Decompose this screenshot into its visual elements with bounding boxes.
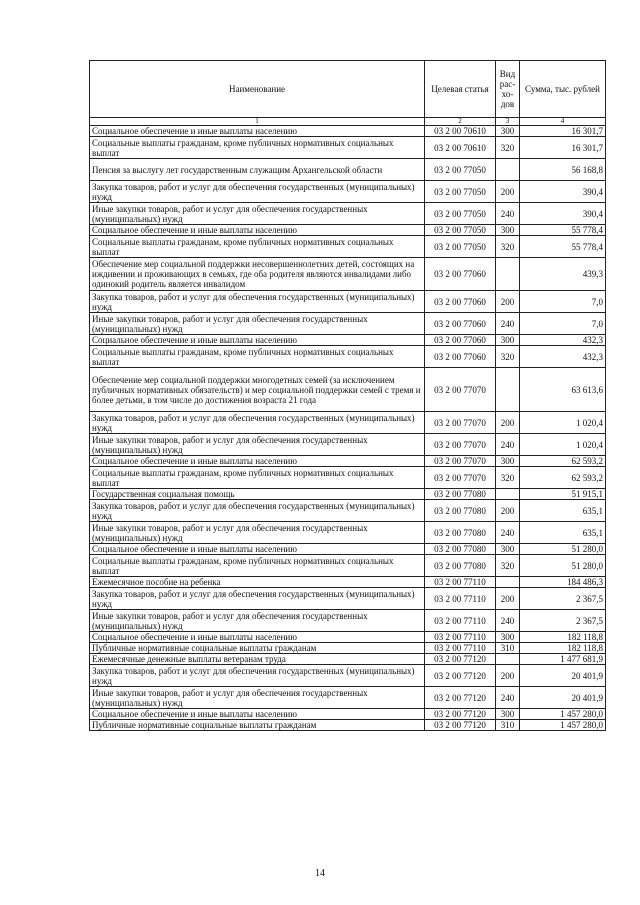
row-target-article: 03 2 00 77080 xyxy=(425,555,496,577)
row-target-article: 03 2 00 77120 xyxy=(425,654,496,665)
table-row xyxy=(90,203,606,225)
row-name: Иные закупки товаров, работ и услуг для обеспечения государственных (муниципальных) нужд xyxy=(90,610,425,632)
table-row xyxy=(90,236,606,258)
row-expense-type: 200 xyxy=(496,665,520,687)
row-name: Закупка товаров, работ и услуг для обеспечения государственных (муниципальных) нужд xyxy=(90,181,425,203)
table-row xyxy=(90,137,606,159)
row-expense-type: 300 xyxy=(496,456,520,467)
row-expense-type: 240 xyxy=(496,687,520,709)
row-sum: 16 301,7 xyxy=(520,137,606,159)
header-name: Наименование xyxy=(90,61,425,118)
row-sum: 1 477 681,9 xyxy=(520,654,606,665)
page-number: 14 xyxy=(315,868,325,879)
row-sum: 20 401,9 xyxy=(520,687,606,709)
row-expense-type: 310 xyxy=(496,720,520,731)
table-row xyxy=(90,632,606,643)
table-row xyxy=(90,588,606,610)
row-name: Закупка товаров, работ и услуг для обеспечения государственных (муниципальных) нужд xyxy=(90,665,425,687)
row-sum: 56 168,8 xyxy=(520,159,606,181)
row-sum: 62 593,2 xyxy=(520,467,606,489)
row-name: Социальное обеспечение и иные выплаты населению xyxy=(90,456,425,467)
table-row xyxy=(90,291,606,313)
row-name: Социальное обеспечение и иные выплаты населению xyxy=(90,544,425,555)
row-target-article: 03 2 00 77060 xyxy=(425,335,496,346)
row-sum: 390,4 xyxy=(520,203,606,225)
table-row xyxy=(90,181,606,203)
row-name: Иные закупки товаров, работ и услуг для обеспечения государственных (муниципальных) нужд xyxy=(90,687,425,709)
row-target-article: 03 2 00 77080 xyxy=(425,489,496,500)
row-sum: 7,0 xyxy=(520,313,606,335)
row-expense-type xyxy=(496,159,520,181)
row-name: Социальные выплаты гражданам, кроме публичных нормативных социальных выплат xyxy=(90,467,425,489)
row-name: Пенсия за выслугу лет государственным служащим Архангельской области xyxy=(90,159,425,181)
table-row xyxy=(90,489,606,500)
row-sum: 182 118,8 xyxy=(520,632,606,643)
row-sum: 62 593,2 xyxy=(520,456,606,467)
row-sum: 184 486,3 xyxy=(520,577,606,588)
row-sum: 390,4 xyxy=(520,181,606,203)
table-row xyxy=(90,313,606,335)
header-expense-type: Вид рас-хо-дов xyxy=(496,61,520,118)
row-name: Обеспечение мер социальной поддержки несовершеннолетних детей, состоящих на иждивении и проживающих в семьях, где оба родителя являются инвалидами либо одинокий родитель является инвалидом xyxy=(90,258,425,291)
row-name: Ежемесячное пособие на ребенка xyxy=(90,577,425,588)
row-target-article: 03 2 00 77110 xyxy=(425,588,496,610)
table-row xyxy=(90,500,606,522)
row-target-article: 03 2 00 77110 xyxy=(425,610,496,632)
row-target-article: 03 2 00 70610 xyxy=(425,137,496,159)
row-target-article: 03 2 00 77050 xyxy=(425,159,496,181)
row-target-article: 03 2 00 77070 xyxy=(425,467,496,489)
row-name: Социальное обеспечение и иные выплаты населению xyxy=(90,632,425,643)
row-expense-type: 320 xyxy=(496,137,520,159)
row-sum: 432,3 xyxy=(520,335,606,346)
row-target-article: 03 2 00 77120 xyxy=(425,665,496,687)
row-name: Обеспечение мер социальной поддержки многодетных семей (за исключением публичных нормативных обязательств) и мер социальной поддержки семей с тремя и более детьми, в том числе до достижения возраста 21 года xyxy=(90,368,425,412)
row-target-article: 03 2 00 77050 xyxy=(425,203,496,225)
row-sum: 1 457 280,0 xyxy=(520,709,606,720)
row-expense-type: 320 xyxy=(496,555,520,577)
row-name: Иные закупки товаров, работ и услуг для обеспечения государственных (муниципальных) нужд xyxy=(90,522,425,544)
row-target-article: 03 2 00 77060 xyxy=(425,291,496,313)
table-row xyxy=(90,225,606,236)
table-row xyxy=(90,412,606,434)
row-expense-type: 200 xyxy=(496,500,520,522)
row-expense-type: 240 xyxy=(496,610,520,632)
row-sum: 2 367,5 xyxy=(520,588,606,610)
row-target-article: 03 2 00 77110 xyxy=(425,632,496,643)
row-target-article: 03 2 00 77120 xyxy=(425,709,496,720)
row-expense-type: 200 xyxy=(496,412,520,434)
row-name: Социальные выплаты гражданам, кроме публичных нормативных социальных выплат xyxy=(90,346,425,368)
row-expense-type: 200 xyxy=(496,588,520,610)
row-target-article: 03 2 00 70610 xyxy=(425,126,496,137)
row-name: Социальные выплаты гражданам, кроме публичных нормативных социальных выплат xyxy=(90,555,425,577)
row-target-article: 03 2 00 77080 xyxy=(425,522,496,544)
row-sum: 51 280,0 xyxy=(520,544,606,555)
row-name: Иные закупки товаров, работ и услуг для обеспечения государственных (муниципальных) нужд xyxy=(90,203,425,225)
table-row xyxy=(90,434,606,456)
row-expense-type xyxy=(496,654,520,665)
row-sum: 1 020,4 xyxy=(520,434,606,456)
row-sum: 1 020,4 xyxy=(520,412,606,434)
row-sum: 51 280,0 xyxy=(520,555,606,577)
table-row xyxy=(90,643,606,654)
row-target-article: 03 2 00 77080 xyxy=(425,544,496,555)
row-sum: 182 118,8 xyxy=(520,643,606,654)
row-target-article: 03 2 00 77050 xyxy=(425,225,496,236)
header-sum: Сумма, тыс. рублей xyxy=(520,61,606,118)
row-target-article: 03 2 00 77080 xyxy=(425,500,496,522)
row-expense-type: 320 xyxy=(496,467,520,489)
row-sum: 432,3 xyxy=(520,346,606,368)
header-target-article: Целевая статья xyxy=(425,61,496,118)
table-header-row xyxy=(90,61,606,118)
row-expense-type: 320 xyxy=(496,236,520,258)
row-name: Закупка товаров, работ и услуг для обеспечения государственных (муниципальных) нужд xyxy=(90,588,425,610)
row-expense-type: 300 xyxy=(496,335,520,346)
table-row xyxy=(90,126,606,137)
row-name: Ежемесячные денежные выплаты ветеранам труда xyxy=(90,654,425,665)
row-name: Публичные нормативные социальные выплаты гражданам xyxy=(90,643,425,654)
row-expense-type: 200 xyxy=(496,291,520,313)
row-name: Социальные выплаты гражданам, кроме публичных нормативных социальных выплат xyxy=(90,236,425,258)
row-expense-type xyxy=(496,368,520,412)
row-expense-type: 300 xyxy=(496,225,520,236)
table-row xyxy=(90,709,606,720)
row-name: Социальное обеспечение и иные выплаты населению xyxy=(90,335,425,346)
row-target-article: 03 2 00 77070 xyxy=(425,368,496,412)
row-expense-type: 240 xyxy=(496,203,520,225)
row-sum: 439,3 xyxy=(520,258,606,291)
table-row xyxy=(90,720,606,731)
row-target-article: 03 2 00 77120 xyxy=(425,720,496,731)
table-row xyxy=(90,522,606,544)
column-number: 1 xyxy=(90,118,425,126)
table-row xyxy=(90,159,606,181)
row-target-article: 03 2 00 77050 xyxy=(425,236,496,258)
table-row xyxy=(90,687,606,709)
row-target-article: 03 2 00 77070 xyxy=(425,434,496,456)
row-target-article: 03 2 00 77050 xyxy=(425,181,496,203)
row-expense-type: 300 xyxy=(496,544,520,555)
row-expense-type: 300 xyxy=(496,632,520,643)
row-expense-type: 200 xyxy=(496,181,520,203)
row-sum: 1 457 280,0 xyxy=(520,720,606,731)
table-row xyxy=(90,654,606,665)
row-expense-type: 300 xyxy=(496,126,520,137)
row-target-article: 03 2 00 77060 xyxy=(425,313,496,335)
row-sum: 63 613,6 xyxy=(520,368,606,412)
budget-table xyxy=(89,60,606,731)
row-target-article: 03 2 00 77110 xyxy=(425,577,496,588)
row-name: Государственная социальная помощь xyxy=(90,489,425,500)
row-sum: 635,1 xyxy=(520,500,606,522)
table-row xyxy=(90,555,606,577)
row-sum: 16 301,7 xyxy=(520,126,606,137)
row-name: Закупка товаров, работ и услуг для обеспечения государственных (муниципальных) нужд xyxy=(90,412,425,434)
row-name: Социальные выплаты гражданам, кроме публичных нормативных социальных выплат xyxy=(90,137,425,159)
table-row xyxy=(90,665,606,687)
row-name: Иные закупки товаров, работ и услуг для обеспечения государственных (муниципальных) нужд xyxy=(90,434,425,456)
row-sum: 2 367,5 xyxy=(520,610,606,632)
row-expense-type xyxy=(496,489,520,500)
table-row xyxy=(90,346,606,368)
row-expense-type: 310 xyxy=(496,643,520,654)
row-expense-type: 320 xyxy=(496,346,520,368)
table-row xyxy=(90,544,606,555)
row-sum: 55 778,4 xyxy=(520,236,606,258)
row-name: Закупка товаров, работ и услуг для обеспечения государственных (муниципальных) нужд xyxy=(90,500,425,522)
column-number-row xyxy=(90,118,606,126)
row-name: Иные закупки товаров, работ и услуг для обеспечения государственных (муниципальных) нужд xyxy=(90,313,425,335)
table-row xyxy=(90,610,606,632)
row-sum: 51 915,1 xyxy=(520,489,606,500)
row-target-article: 03 2 00 77070 xyxy=(425,412,496,434)
row-expense-type: 240 xyxy=(496,522,520,544)
row-sum: 7,0 xyxy=(520,291,606,313)
row-name: Социальное обеспечение и иные выплаты населению xyxy=(90,225,425,236)
row-expense-type: 240 xyxy=(496,434,520,456)
row-target-article: 03 2 00 77060 xyxy=(425,258,496,291)
table-row xyxy=(90,258,606,291)
row-target-article: 03 2 00 77110 xyxy=(425,643,496,654)
table-row xyxy=(90,335,606,346)
row-target-article: 03 2 00 77060 xyxy=(425,346,496,368)
row-name: Социальное обеспечение и иные выплаты населению xyxy=(90,126,425,137)
row-expense-type xyxy=(496,258,520,291)
column-number: 2 xyxy=(425,118,496,126)
row-sum: 20 401,9 xyxy=(520,665,606,687)
row-target-article: 03 2 00 77070 xyxy=(425,456,496,467)
table-row xyxy=(90,577,606,588)
table-row xyxy=(90,467,606,489)
row-name: Закупка товаров, работ и услуг для обеспечения государственных (муниципальных) нужд xyxy=(90,291,425,313)
table-row xyxy=(90,368,606,412)
row-sum: 55 778,4 xyxy=(520,225,606,236)
row-expense-type: 240 xyxy=(496,313,520,335)
row-target-article: 03 2 00 77120 xyxy=(425,687,496,709)
column-number: 4 xyxy=(520,118,606,126)
column-number: 3 xyxy=(496,118,520,126)
row-sum: 635,1 xyxy=(520,522,606,544)
table-row xyxy=(90,456,606,467)
row-expense-type xyxy=(496,577,520,588)
row-name: Публичные нормативные социальные выплаты гражданам xyxy=(90,720,425,731)
row-expense-type: 300 xyxy=(496,709,520,720)
row-name: Социальное обеспечение и иные выплаты населению xyxy=(90,709,425,720)
